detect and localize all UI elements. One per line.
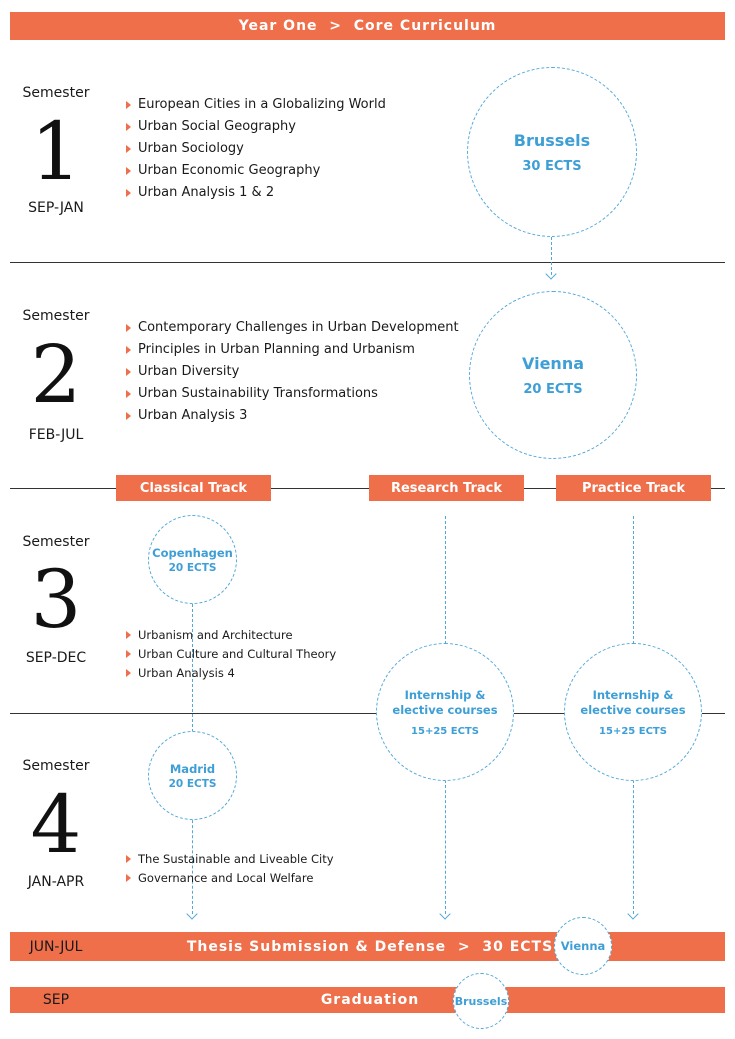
semester-3-number: 3 [30,553,82,646]
practice-line [633,516,634,644]
internship-circle-research [376,643,514,781]
city-name: Brussels [454,994,508,1008]
semester-3-months: SEP-DEC [25,650,87,666]
down-arrow-icon [439,908,450,919]
down-arrow-icon [627,908,638,919]
semester-4-number: 4 [30,778,82,871]
circle-ects: 15+25 ECTS [599,725,667,737]
semester-4-courses [126,850,334,888]
course-item: Urban Sustainability Transformations [126,383,459,405]
course-item: Principles in Urban Planning and Urbanism [126,339,459,361]
city-ects: 30 ECTS [522,158,582,174]
track-classical: Classical Track [116,475,271,501]
thesis-bar [10,932,725,961]
course-item: European Cities in a Globalizing World [126,94,386,116]
course-item: Urban Social Geography [126,116,386,138]
internship-circle-practice [564,643,702,781]
semester-3-label: Semester [22,534,90,550]
city-circle-copenhagen [148,515,237,604]
city-circle-thesis-vienna [554,917,612,975]
semester-1-label: Semester [22,85,90,101]
research-line [445,780,446,914]
track-practice: Practice Track [556,475,711,501]
graduation-months: SEP [42,992,70,1008]
course-item: Urban Economic Geography [126,160,386,182]
thesis-title: Thesis Submission & Defense > 30 ECTS [186,938,554,955]
city-name: Vienna [560,939,606,953]
course-item: Governance and Local Welfare [126,869,334,888]
header-bar [10,12,725,40]
circle-line1: Internship & [404,687,486,702]
semester-2-months: FEB-JUL [28,427,84,443]
city-ects: 20 ECTS [168,561,217,574]
practice-line [633,780,634,914]
down-arrow-icon [545,268,556,279]
thesis-months: JUN-JUL [29,938,83,955]
course-item: Urban Analysis 4 [126,664,336,683]
city-ects: 20 ECTS [168,777,217,790]
city-circle-madrid [148,731,237,820]
graduation-title: Graduation [320,992,420,1008]
semester-3-courses [126,626,336,683]
city-name: Vienna [521,353,584,373]
divider-1 [10,262,725,263]
city-name: Brussels [513,130,591,150]
course-item: Contemporary Challenges in Urban Development [126,317,459,339]
course-item: Urban Sociology [126,138,386,160]
city-circle-brussels [467,67,637,237]
course-item: Urbanism and Architecture [126,626,336,645]
down-arrow-icon [186,908,197,919]
course-item: The Sustainable and Liveable City [126,850,334,869]
city-circle-vienna [469,291,637,459]
circle-line2: elective courses [392,702,498,717]
course-item: Urban Culture and Cultural Theory [126,645,336,664]
track-research: Research Track [369,475,524,501]
city-ects: 20 ECTS [523,381,583,397]
city-name: Madrid [169,761,216,776]
circle-line2: elective courses [580,702,686,717]
header-title: Year One > Core Curriculum [238,18,497,34]
city-name: Copenhagen [152,545,233,560]
semester-1-number: 1 [30,105,82,198]
semester-2-courses [126,317,459,427]
semester-1-courses [126,94,386,204]
research-line [445,516,446,644]
circle-ects: 15+25 ECTS [411,725,479,737]
semester-2-number: 2 [30,328,82,421]
course-item: Urban Diversity [126,361,459,383]
city-circle-graduation-brussels [453,973,509,1029]
semester-4-label: Semester [22,758,90,774]
circle-line1: Internship & [592,687,674,702]
semester-2-label: Semester [22,308,90,324]
semester-1-months: SEP-JAN [28,200,84,216]
course-item: Urban Analysis 1 & 2 [126,182,386,204]
course-item: Urban Analysis 3 [126,405,459,427]
graduation-bar [10,987,725,1013]
semester-4-months: JAN-APR [27,874,85,890]
